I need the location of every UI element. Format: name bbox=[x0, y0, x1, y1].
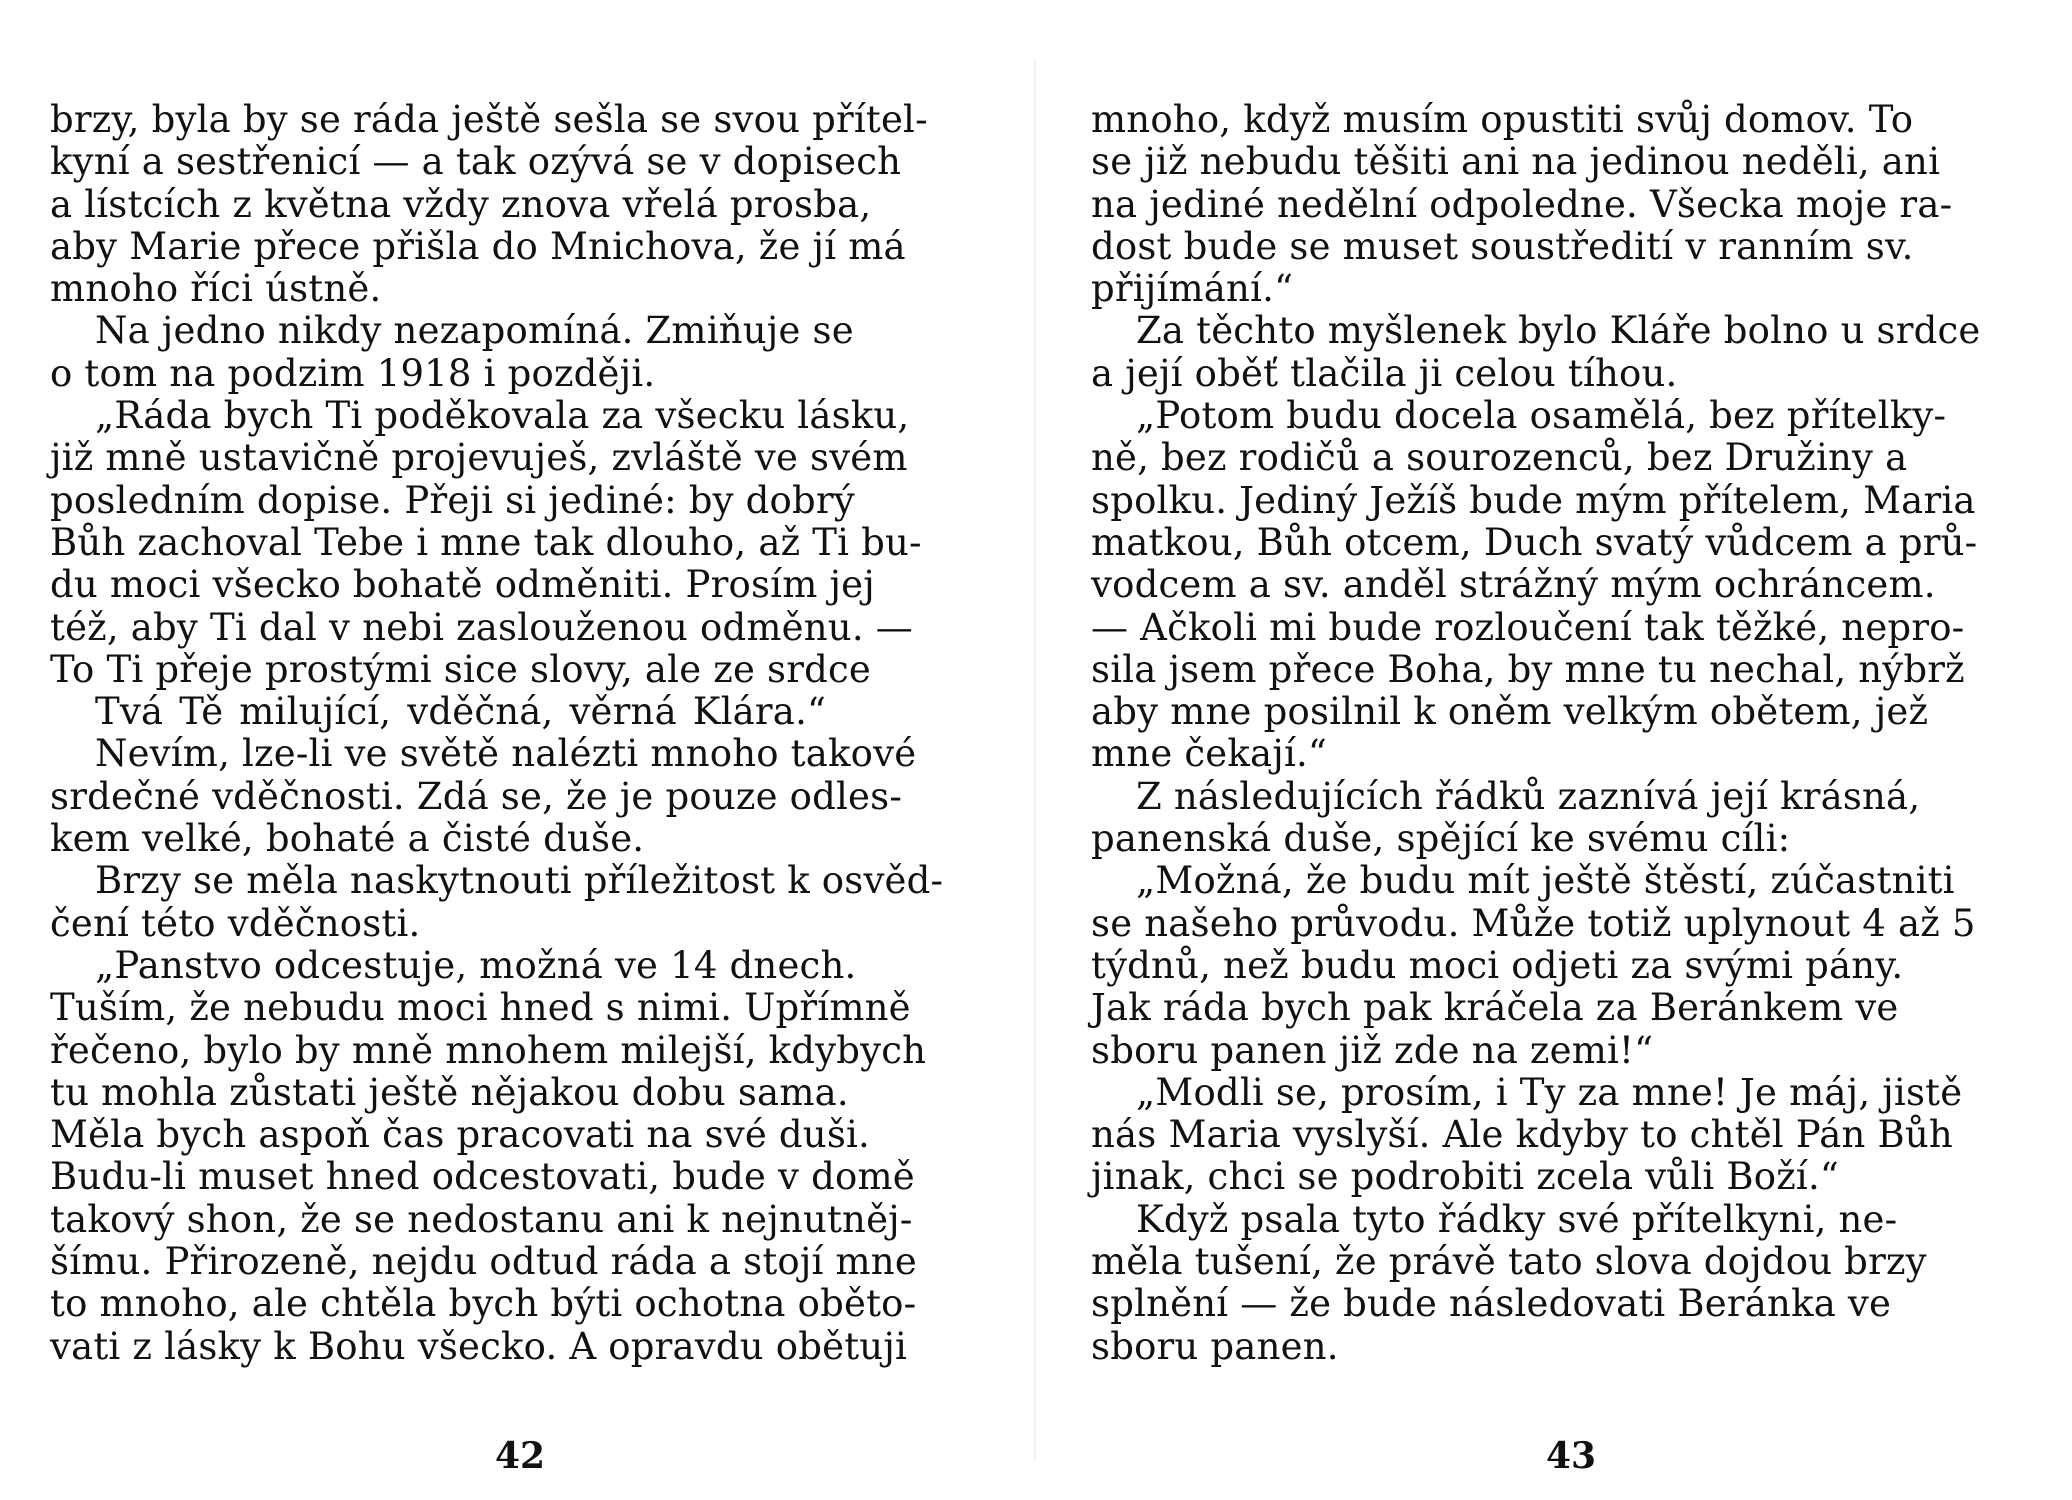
text-line: aby mne posilnil k oněm velkým obětem, jež bbox=[1091, 690, 1929, 734]
page-number: 42 bbox=[494, 1435, 546, 1477]
right-page-text bbox=[1091, 99, 2046, 1368]
text-line: jinak, chci se podrobiti zcela vůli Boží.“ bbox=[1091, 1155, 1840, 1199]
text-line: týdnů, než budu moci odjeti za svými pány. bbox=[1091, 943, 1904, 987]
text-line: ně, bez rodičů a sourozenců, bez Družiny a bbox=[1091, 436, 1908, 480]
text-line: Měla bych aspoň čas pracovati na své duši. bbox=[50, 1113, 871, 1157]
text-line: Brzy se měla naskytnouti příležitost k osvěd- bbox=[95, 859, 944, 903]
text-line: sila jsem přece Boha, by mne tu nechal, nýbrž bbox=[1091, 647, 1965, 691]
text-line: „Modli se, prosím, i Ty za mne! Je máj, jistě bbox=[1136, 1070, 1963, 1114]
text-line: Na jedno nikdy nezapomíná. Zmiňuje se bbox=[95, 309, 854, 353]
text-line: sboru panen. bbox=[1091, 1324, 1339, 1368]
text-line: mnoho říci ústně. bbox=[50, 267, 382, 311]
text-line: Bůh zachoval Tebe i mne tak dlouho, až Ti bu- bbox=[50, 520, 922, 564]
text-line: To Ti přeje prostými sice slovy, ale ze srdce bbox=[50, 647, 871, 691]
text-line: du moci všecko bohatě odměniti. Prosím jej bbox=[50, 563, 875, 607]
text-line: Když psala tyto řádky své přítelkyni, ne- bbox=[1136, 1197, 1898, 1241]
text-line: Tuším, že nebudu moci hned s nimi. Upřímně bbox=[50, 986, 911, 1030]
text-line: mnoho, když musím opustiti svůj domov. To bbox=[1091, 98, 1914, 141]
text-line: šímu. Přirozeně, nejdu odtud ráda a stojí mne bbox=[50, 1240, 917, 1284]
page-number: 43 bbox=[1545, 1435, 1597, 1477]
text-line: a její oběť tlačila ji celou tíhou. bbox=[1091, 351, 1678, 395]
text-line: „Potom budu docela osamělá, bez přítelky- bbox=[1136, 394, 1947, 438]
text-line: kem velké, bohaté a čisté duše. bbox=[50, 817, 645, 861]
text-line: měla tušení, že právě tato slova dojdou brzy bbox=[1091, 1240, 1927, 1284]
text-line: vati z lásky k Bohu všecko. A opravdu obětuji bbox=[50, 1324, 908, 1368]
text-line: vodcem a sv. anděl strážný mým ochráncem. bbox=[1091, 563, 1936, 607]
text-line: spolku. Jediný Ježíš bude mým přítelem, Maria bbox=[1091, 478, 1976, 522]
text-line: na jediné nedělní odpoledne. Všecka moje ra- bbox=[1091, 182, 1953, 226]
text-line: aby Marie přece přišla do Mnichova, že jí má bbox=[50, 224, 906, 268]
text-line: splnění — že bude následovati Beránka ve bbox=[1091, 1282, 1892, 1326]
text-line: Jak ráda bych pak kráčela za Beránkem ve bbox=[1091, 986, 1899, 1030]
text-line: se našeho průvodu. Může totiž uplynout 4 až 5 bbox=[1091, 901, 1976, 945]
text-line: též, aby Ti dal v nebi zaslouženou odměnu. — bbox=[50, 605, 913, 649]
text-line: kyní a sestřenicí — a tak ozývá se v dopisech bbox=[50, 140, 902, 184]
text-line: přijímání.“ bbox=[1091, 267, 1294, 311]
text-line: a lístcích z května vždy znova vřelá prosba, bbox=[50, 182, 872, 226]
text-line: se již nebudu těšiti ani na jedinou neděli, ani bbox=[1091, 140, 1941, 184]
text-line: o tom na podzim 1918 i později. bbox=[50, 351, 656, 395]
text-line: Za těchto myšlenek bylo Kláře bolno u srdce bbox=[1136, 309, 1981, 353]
text-line: nás Maria vyslyší. Ale kdyby to chtěl Pán Bůh bbox=[1091, 1113, 1953, 1157]
right-page bbox=[1036, 0, 2072, 1500]
text-line: srdečné vděčnosti. Zdá se, že je pouze odles- bbox=[50, 774, 903, 818]
letter-signature: Tvá Tě milující, vděčná, věrná Klára.“ bbox=[95, 690, 827, 734]
text-line: dost bude se muset soustředití v ranním sv. bbox=[1091, 224, 1914, 268]
text-line: mne čekají.“ bbox=[1091, 732, 1328, 776]
text-line: matkou, Bůh otcem, Duch svatý vůdcem a prů- bbox=[1091, 520, 1978, 564]
text-line: panenská duše, spějící ke svému cíli: bbox=[1091, 817, 1791, 861]
text-line: již mně ustavičně projevuješ, zvláště ve svém bbox=[50, 436, 908, 480]
text-line: takový shon, že se nedostanu ani k nejnutněj- bbox=[50, 1197, 913, 1241]
text-line: „Ráda bych Ti poděkovala za všecku lásku, bbox=[95, 394, 910, 438]
text-line: tu mohla zůstati ještě nějakou dobu sama. bbox=[50, 1070, 849, 1114]
text-line: Budu-li muset hned odcestovati, bude v domě bbox=[50, 1155, 915, 1199]
text-line: „Panstvo odcestuje, možná ve 14 dnech. bbox=[95, 943, 857, 987]
text-line: čení této vděčnosti. bbox=[50, 901, 421, 945]
text-line: — Ačkoli mi bude rozloučení tak těžké, nepro- bbox=[1091, 605, 1965, 649]
text-line: řečeno, bylo by mně mnohem milejší, kdybych bbox=[50, 1028, 927, 1072]
text-line: posledním dopise. Přeji si jediné: by dobrý bbox=[50, 478, 855, 522]
text-line: Z následujících řádků zaznívá její krásná, bbox=[1136, 774, 1921, 818]
text-line: „Možná, že budu mít ještě štěstí, zúčastniti bbox=[1136, 859, 1955, 903]
text-line: sboru panen již zde na zemi!“ bbox=[1091, 1028, 1654, 1072]
left-page-text bbox=[50, 99, 995, 1368]
text-line: to mnoho, ale chtěla bych býti ochotna oběto- bbox=[50, 1282, 917, 1326]
text-line: Nevím, lze-li ve světě nalézti mnoho takové bbox=[95, 732, 917, 776]
text-line: brzy, byla by se ráda ještě sešla se svou přítel- bbox=[50, 98, 928, 141]
